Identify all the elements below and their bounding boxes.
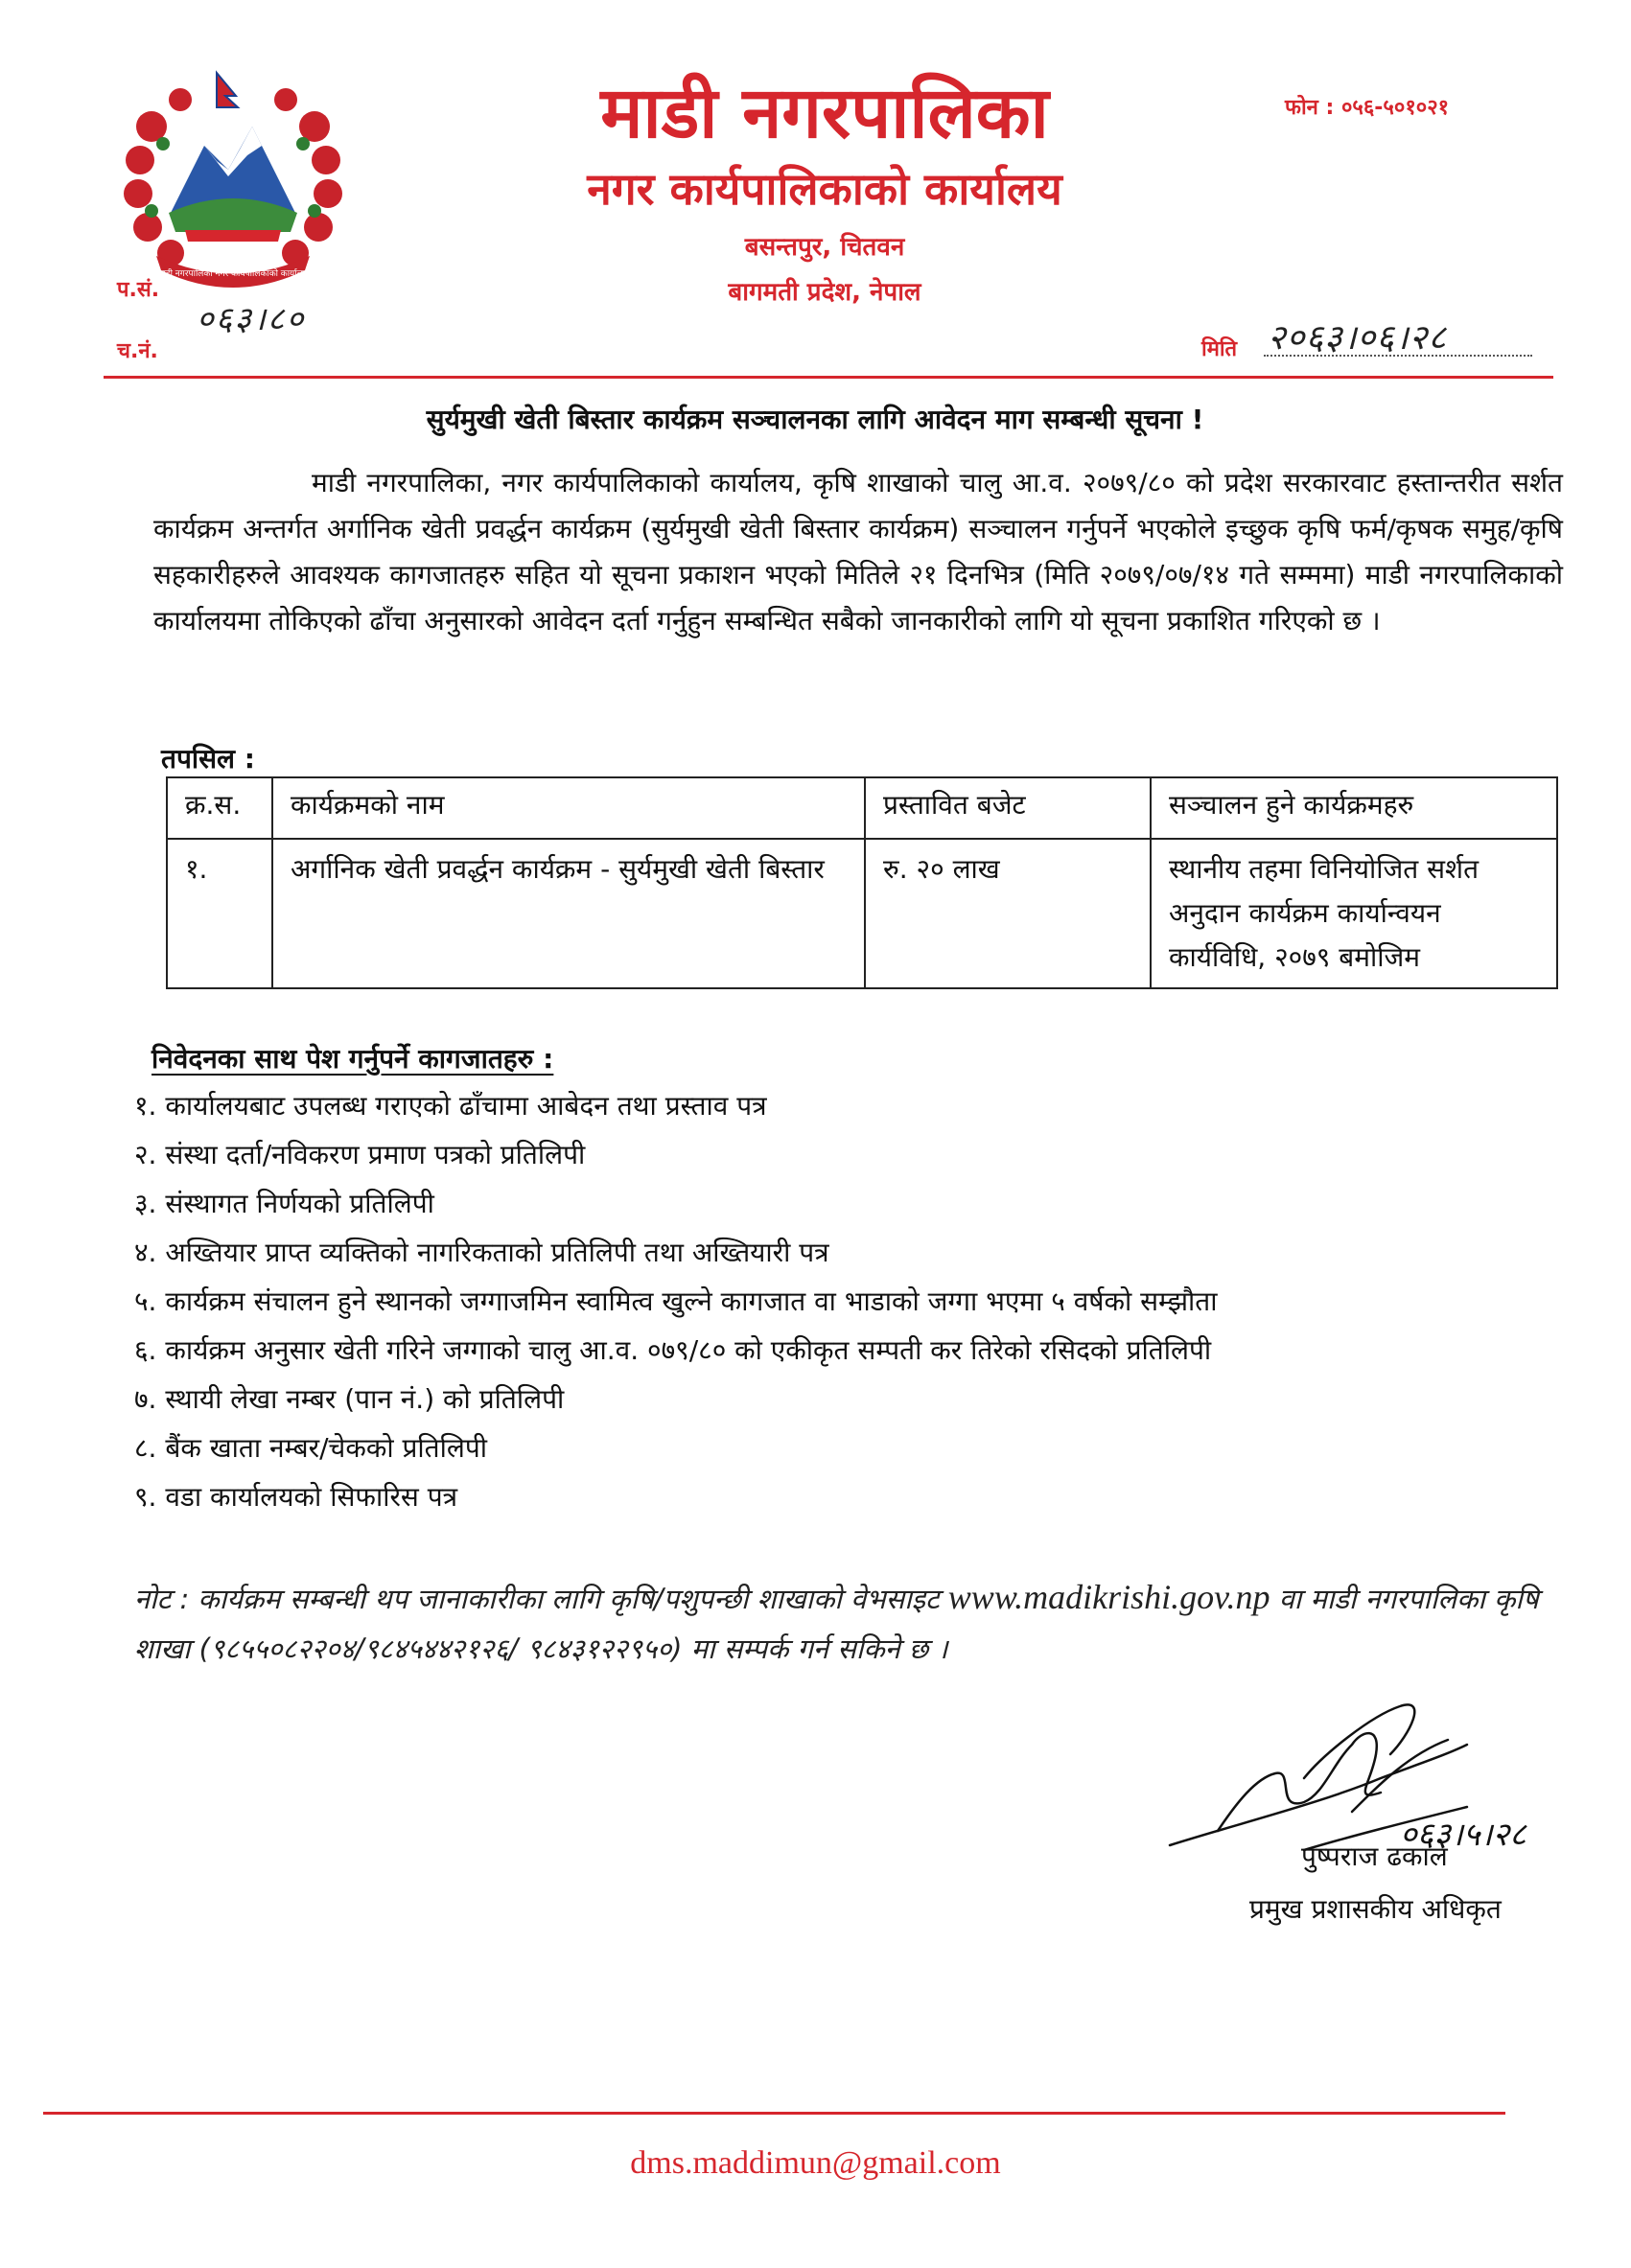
table-header-row xyxy=(167,777,1557,839)
list-item: ४. अख्तियार प्राप्त व्यक्तिको नागरिकताको प्रतिलिपी तथा अख्तियारी पत्र xyxy=(134,1237,829,1268)
note-prefix: नोट : कार्यक्रम सम्बन्धी थप जानाकारीका लागि कृषि/पशुपन्छी शाखाको वेभसाइट xyxy=(134,1583,940,1615)
list-item: ७. स्थायी लेखा नम्बर (पान नं.) को प्रतिलिपी xyxy=(134,1383,565,1415)
signatory-name: पुष्पराज ढकाल xyxy=(1301,1840,1448,1872)
table-header-basis: सञ्चालन हुने कार्यक्रमहरु xyxy=(1151,777,1557,839)
table-header-name: कार्यक्रमको नाम xyxy=(272,777,865,839)
signatory-title: प्रमुख प्रशासकीय अधिकृत xyxy=(1249,1893,1502,1925)
table-row xyxy=(167,839,1557,988)
table-cell-name: अर्गानिक खेती प्रवर्द्धन कार्यक्रम - सुर्यमुखी खेती बिस्तार xyxy=(272,839,865,988)
list-item: ८. बैंक खाता नम्बर/चेकको प्रतिलिपी xyxy=(134,1432,488,1464)
address-line-2: बागमती प्रदेश, नेपाल xyxy=(728,278,921,307)
municipality-name: माडी नगरपालिका xyxy=(600,72,1049,154)
office-name: नगर कार्यपालिकाको कार्यालय xyxy=(587,163,1062,215)
list-item: १. कार्यालयबाट उपलब्ध गराएको ढाँचामा आबेदन तथा प्रस्ताव पत्र xyxy=(134,1090,767,1122)
phone-number: फोन : ०५६-५०१०२१ xyxy=(1285,96,1450,120)
table-header-budget: प्रस्तावित बजेट xyxy=(865,777,1151,839)
program-table xyxy=(166,776,1558,989)
documents-heading: निवेदनका साथ पेश गर्नुपर्ने कागजातहरु : xyxy=(151,1043,554,1075)
header-divider xyxy=(104,376,1553,379)
emblem-caption: माडी नगरपालिका नगर कार्यपालिकाको कार्यालय xyxy=(158,269,308,279)
table-header-sn: क्र.स. xyxy=(167,777,272,839)
table-cell-budget: रु. २० लाख xyxy=(865,839,1151,988)
ps-label: प.सं. xyxy=(117,278,160,302)
tapsil-label: तपसिल : xyxy=(161,743,255,775)
date-label: मिति xyxy=(1201,337,1238,361)
note-suffix: वा माडी नगरपालिका कृषि शाखा (९८५५०८२२०४/९८४५४४२१२६/ ९८४३१२२९५०) मा सम्पर्क गर्न सकिने छ । xyxy=(134,1583,1539,1665)
website-link[interactable]: www.madikrishi.gov.np xyxy=(947,1578,1270,1616)
list-item: ३. संस्थागत निर्णयको प्रतिलिपी xyxy=(134,1188,434,1219)
nepal-emblem-logo xyxy=(113,69,353,289)
list-item: २. संस्था दर्ता/नविकरण प्रमाण पत्रको प्रतिलिपी xyxy=(134,1139,586,1170)
footer-divider xyxy=(43,2112,1505,2115)
date-value: २०६३।०६।२८ xyxy=(1268,318,1448,358)
notice-subject: सुर्यमुखी खेती बिस्तार कार्यक्रम सञ्चालनका लागि आवेदन माग सम्बन्धी सूचना ! xyxy=(426,404,1204,435)
ps-value: ०६३।८० xyxy=(197,300,306,338)
footer-email[interactable]: dms.maddimun@gmail.com xyxy=(630,2145,1001,2181)
signature-date: ०६३।५।२८ xyxy=(1400,1816,1526,1854)
list-item: ६. कार्यक्रम अनुसार खेती गरिने जग्गाको चालु आ.व. ०७९/८० को एकीकृत सम्पती कर तिरेको रसिदको प्रतिलिपी xyxy=(134,1334,1212,1366)
documents-list xyxy=(134,1081,1218,1521)
cn-label: च.नं. xyxy=(117,339,158,363)
list-item: ५. कार्यक्रम संचालन हुने स्थानको जग्गाजमिन स्वामित्व खुल्ने कागजात वा भाडाको जग्गा भएमा ५ वर्षको सम्झौता xyxy=(134,1285,1218,1317)
contact-note xyxy=(134,1572,1573,1674)
notice-body: माडी नगरपालिका, नगर कार्यपालिकाको कार्यालय, कृषि शाखाको चालु आ.व. २०७९/८० को प्रदेश सरकारवाट हस्तान्तरीत सर्शत कार्यक्रम अन्तर्गत अर्गानिक खेती प्रवर्द्धन कार्यक्रम (सुर्यमुखी खेती बिस्तार कार्यक्रम) सञ्चालन गर्नुपर्ने भएकोले इच्छुक कृषि फर्म/कृषक समुह/कृषि सहकारीहरुले आवश्यक कागजातहरु सहित यो सूचना प्रकाशन भएको मितिले २१ दिनभित्र (मिति २०७९/०७/१४ गते सम्ममा) माडी नगरपालिकाको कार्यालयमा तोकिएको ढाँचा अनुसारको आवेदन दर्ता गर्नुहुन सम्बन्धित सबैको जानकारीको लागि यो सूचना प्रकाशित गरिएको छ । xyxy=(153,467,1563,636)
table-cell-sn: १. xyxy=(167,839,272,988)
list-item: ९. वडा कार्यालयको सिफारिस पत्र xyxy=(134,1481,458,1513)
address-line-1: बसन्तपुर, चितवन xyxy=(744,233,905,262)
table-cell-basis: स्थानीय तहमा विनियोजित सर्शत अनुदान कार्यक्रम कार्यान्वयन कार्यविधि, २०७९ बमोजिम xyxy=(1151,839,1557,988)
